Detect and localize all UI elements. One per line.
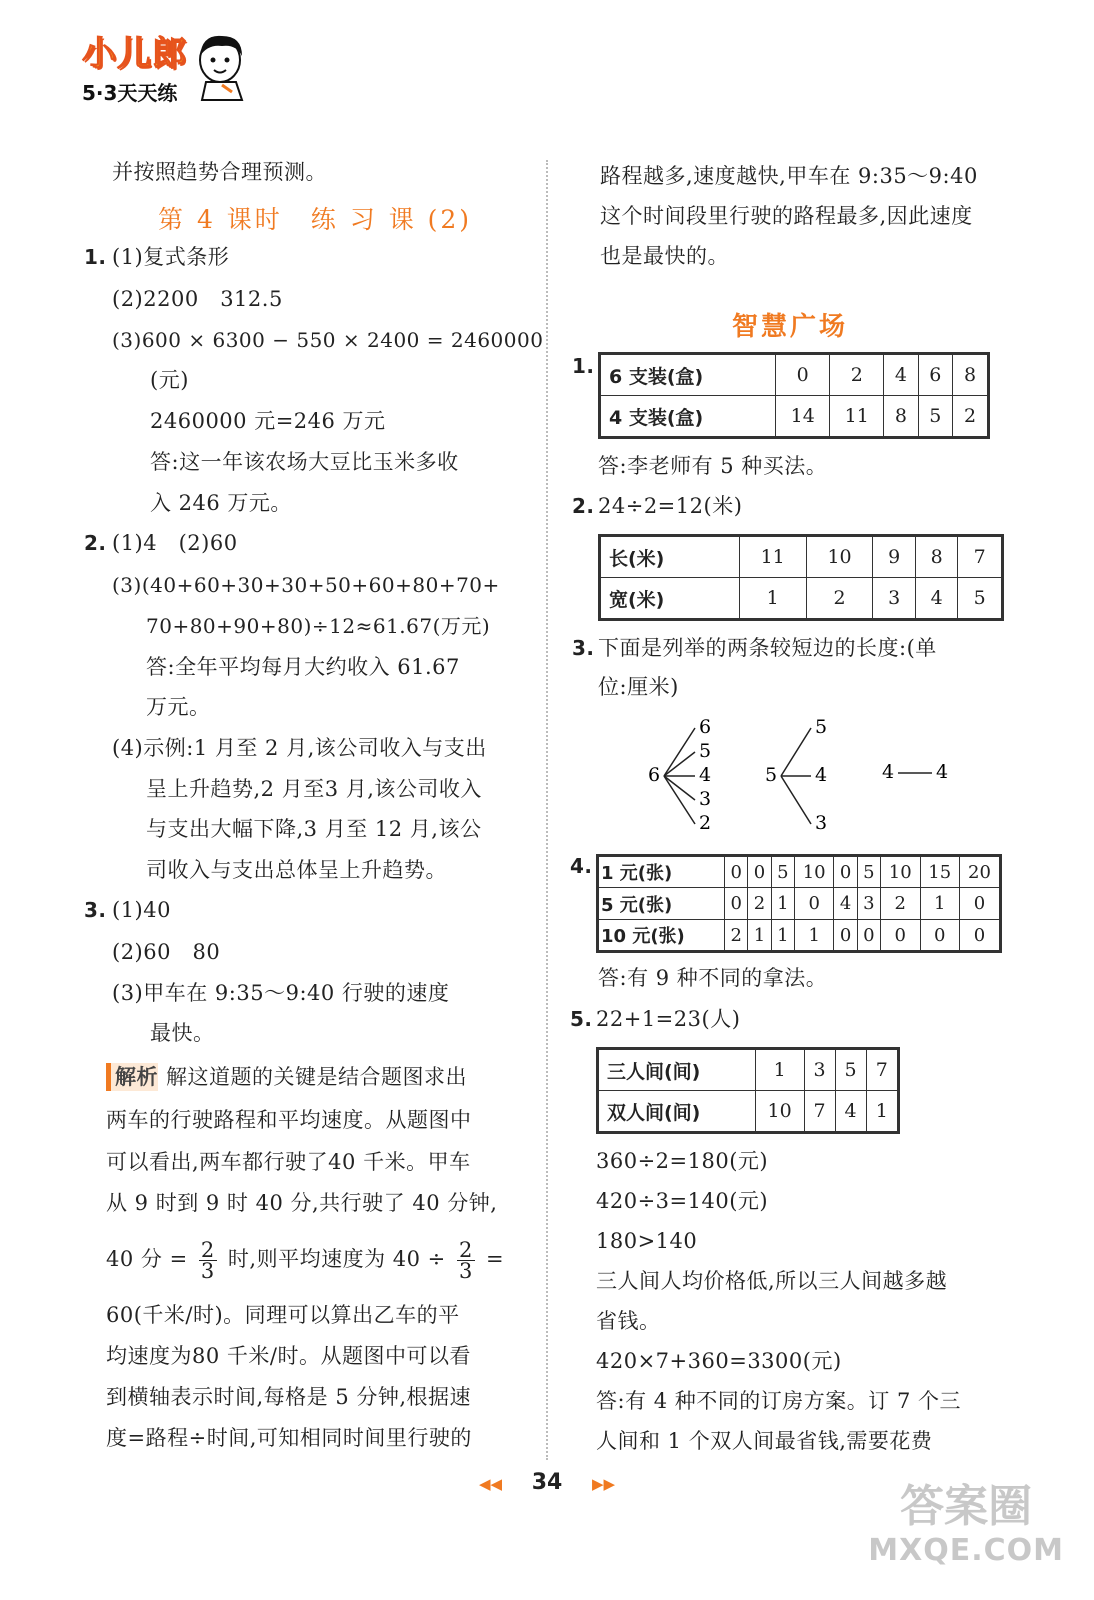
table-cell: 2 (952, 396, 988, 438)
q2-number: 2. (84, 531, 107, 555)
continued-line: 这个时间段里行驶的路程最多,因此速度 (600, 204, 973, 228)
fraction: $\frac{2}{3}$ (200, 1238, 215, 1283)
p5-number: 5. (570, 1007, 593, 1031)
q2-line: (1)4 (2)60 (112, 531, 238, 555)
tree-branch (664, 752, 695, 776)
table-cell: 10 (806, 536, 873, 578)
logo-series: 5·3天天练 (82, 81, 178, 105)
table-cell: 2 (830, 354, 884, 396)
tree-branch (664, 776, 695, 800)
table-row (600, 578, 1003, 620)
table-cell: 1 (794, 920, 834, 952)
q2-line: 呈上升趋势,2 月至3 月,该公司收入 (146, 777, 482, 801)
table-cell: 1 (866, 1091, 899, 1133)
p3-line: 下面是列举的两条较短边的长度:(单 (598, 636, 937, 660)
p5-line: 人间和 1 个双人间最省钱,需要花费 (596, 1429, 933, 1453)
table-cell: 4 (884, 354, 918, 396)
tree-node: 5 (814, 716, 828, 738)
table-cell: 8 (884, 396, 918, 438)
q2-line: 司收入与支出总体呈上升趋势。 (146, 858, 447, 882)
p5-line: 答:有 4 种不同的订房方案。订 7 个三 (596, 1389, 961, 1413)
table-cell: 7 (866, 1049, 899, 1091)
lesson-title: 第 4 课时 练 习 课 (2) (158, 205, 473, 234)
tree-branch (664, 776, 695, 824)
table-row (598, 1091, 899, 1133)
p5-line: 420÷3=140(元) (596, 1189, 769, 1213)
p5-line: 三人间人均价格低,所以三人间越多越 (596, 1269, 948, 1293)
table-cell: 4 (835, 1091, 866, 1133)
table-cell: 3 (804, 1049, 835, 1091)
table-cell: 0 (794, 888, 834, 920)
table-row (600, 396, 989, 438)
table-cell: 0 (748, 856, 771, 888)
analysis-tag: 解析 (106, 1063, 158, 1091)
p4-answer: 答:有 9 种不同的拿法。 (598, 966, 828, 990)
column-divider (546, 160, 548, 1460)
table-cell: 5 (918, 396, 952, 438)
tree-branch (664, 728, 695, 776)
table-cell: 4 (834, 888, 857, 920)
continued-line: 也是最快的。 (600, 244, 729, 268)
q3-line: (3)甲车在 9:35～9:40 行驶的速度 (112, 981, 450, 1005)
q3-line: (1)40 (112, 898, 171, 922)
analysis-fraction-line: 40 分 = $\frac{2}{3}$ 时,则平均速度为 40 ÷ $\frac{2}{3}$ = (106, 1238, 505, 1283)
q2-line: 与支出大幅下降,3 月至 12 月,该公 (146, 817, 482, 841)
logo (82, 26, 187, 106)
q1-line: 入 246 万元。 (150, 491, 292, 515)
tree-node: 4 (814, 764, 828, 786)
table-cell: 5 (771, 856, 794, 888)
row-header-cell: 三人间(间) (598, 1049, 756, 1091)
table-cell: 5 (835, 1049, 866, 1091)
q2-line: 70+80+90+80)÷12≈61.67(万元) (146, 614, 491, 638)
table-cell: 0 (857, 920, 880, 952)
table-cell: 7 (804, 1091, 835, 1133)
table-cell: 1 (748, 920, 771, 952)
table-cell: 6 (918, 354, 952, 396)
row-header-cell: 6 支装(盒) (600, 354, 776, 396)
tree-node: 6 (647, 764, 661, 786)
tree-node: 2 (698, 812, 712, 834)
table-cell: 0 (960, 920, 1001, 952)
table-cell: 2 (806, 578, 873, 620)
table-cell: 5 (857, 856, 880, 888)
tree-node: 3 (814, 812, 828, 834)
tree-node: 5 (764, 764, 778, 786)
table-row (600, 354, 989, 396)
analysis-line: 到横轴表示时间,每格是 5 分钟,根据速 (106, 1385, 472, 1409)
q3-line: (2)60 80 (112, 940, 221, 964)
row-header-cell: 宽(米) (600, 578, 740, 620)
section-title: 智慧广场 (732, 312, 849, 342)
p5-line: 180>140 (596, 1229, 698, 1253)
p3-line: 位:厘米) (598, 675, 679, 699)
table-cell: 2 (881, 888, 921, 920)
table-cell: 10 (881, 856, 921, 888)
page-number: 34 (531, 1470, 563, 1495)
analysis-line: 均速度为80 千米/时。从题图中可以看 (106, 1344, 471, 1368)
p5-line: 420×7+360=3300(元) (596, 1349, 842, 1373)
table-cell: 9 (873, 536, 915, 578)
analysis-line: 从 9 时到 9 时 40 分,共行驶了 40 分钟, (106, 1191, 498, 1215)
q1-line: 2460000 元=246 万元 (150, 409, 386, 433)
table-cell: 8 (952, 354, 988, 396)
table-row (598, 1049, 899, 1091)
p4-number: 4. (570, 854, 593, 878)
continued-line: 路程越多,速度越快,甲车在 9:35～9:40 (600, 164, 978, 188)
table-row (598, 856, 1001, 888)
p5-line: 省钱。 (596, 1309, 661, 1333)
table-cell: 10 (794, 856, 834, 888)
tree-node: 6 (698, 716, 712, 738)
row-header-cell: 5 元(张) (598, 888, 725, 920)
q2-line: 万元。 (146, 695, 211, 719)
p1-number: 1. (572, 354, 595, 378)
table-cell: 5 (958, 578, 1003, 620)
analysis-line: 度=路程÷时间,可知相同时间里行驶的 (106, 1426, 472, 1450)
table-cell: 0 (776, 354, 830, 396)
table-cell: 11 (830, 396, 884, 438)
table-cell: 1 (771, 920, 794, 952)
tree-node: 5 (698, 740, 712, 762)
p4-table (596, 854, 1002, 953)
table-row (600, 536, 1003, 578)
table-cell: 1 (755, 1049, 804, 1091)
analysis-line: 60(千米/时)。同理可以算出乙车的平 (106, 1303, 460, 1327)
q1-line: 答:这一年该农场大豆比玉米多收 (150, 450, 459, 474)
table-cell: 20 (960, 856, 1001, 888)
q2-line: (4)示例:1 月至 2 月,该公司收入与支出 (112, 736, 487, 760)
q1-line: (2)2200 312.5 (112, 287, 283, 311)
p5-table (596, 1047, 900, 1134)
analysis-line: 两车的行驶路程和平均速度。从题图中 (106, 1108, 472, 1132)
p1-table (598, 352, 990, 439)
table-cell: 0 (960, 888, 1001, 920)
table-cell: 0 (725, 888, 748, 920)
analysis-line: 解析 解这道题的关键是结合题图求出 (106, 1063, 467, 1091)
q2-line: (3)(40+60+30+30+50+60+80+70+ (112, 573, 500, 597)
table-row (598, 888, 1001, 920)
table-cell: 4 (915, 578, 957, 620)
p1-answer: 答:李老师有 5 种买法。 (598, 454, 828, 478)
q1-line: (3)600 × 6300 − 550 × 2400 = 2460000 (112, 328, 544, 352)
q1-line: (元) (150, 368, 189, 392)
table-cell: 1 (920, 888, 960, 920)
table-cell: 2 (725, 920, 748, 952)
p2-number: 2. (572, 494, 595, 518)
table-cell: 2 (748, 888, 771, 920)
p5-line: 22+1=23(人) (596, 1007, 741, 1031)
q3-line: 最快。 (150, 1021, 215, 1045)
table-cell: 11 (739, 536, 806, 578)
row-header-cell: 长(米) (600, 536, 740, 578)
q3-number: 3. (84, 898, 107, 922)
table-cell: 0 (834, 920, 857, 952)
table-cell: 0 (920, 920, 960, 952)
row-header-cell: 10 元(张) (598, 920, 725, 952)
table-cell: 14 (776, 396, 830, 438)
p2-line: 24÷2=12(米) (598, 494, 743, 518)
row-header-cell: 1 元(张) (598, 856, 725, 888)
analysis-line: 可以看出,两车都行驶了40 千米。甲车 (106, 1150, 471, 1174)
logo-brand: 小儿郎 (82, 34, 187, 74)
next-arrow-icon: ▶▶ (591, 1475, 616, 1493)
prev-arrow-icon: ◀◀ (478, 1475, 503, 1493)
watermark: 答案圈 MXQE.COM (868, 1481, 1064, 1568)
tree-branch (781, 776, 811, 824)
table-cell: 15 (920, 856, 960, 888)
tree-branch (781, 728, 811, 776)
q1-line: (1)复式条形 (112, 245, 230, 269)
tree-node: 4 (881, 761, 895, 783)
table-cell: 0 (834, 856, 857, 888)
tree-node: 4 (698, 764, 712, 786)
q1-number: 1. (84, 245, 107, 269)
table-cell: 0 (881, 920, 921, 952)
p5-line: 360÷2=180(元) (596, 1149, 769, 1173)
row-header-cell: 双人间(间) (598, 1091, 756, 1133)
p2-table (598, 534, 1004, 621)
table-cell: 8 (915, 536, 957, 578)
table-row (598, 920, 1001, 952)
q2-line: 答:全年平均每月大约收入 61.67 (146, 655, 460, 679)
table-cell: 1 (771, 888, 794, 920)
mascot-icon (192, 30, 252, 102)
tree-node: 3 (698, 788, 712, 810)
p3-number: 3. (572, 636, 595, 660)
tree-node: 4 (935, 761, 949, 783)
table-cell: 3 (857, 888, 880, 920)
table-cell: 10 (755, 1091, 804, 1133)
intro-line: 并按照趋势合理预测。 (112, 160, 327, 184)
table-cell: 3 (873, 578, 915, 620)
row-header-cell: 4 支装(盒) (600, 396, 776, 438)
table-cell: 1 (739, 578, 806, 620)
fraction: $\frac{2}{3}$ (458, 1238, 473, 1283)
table-cell: 7 (958, 536, 1003, 578)
table-cell: 0 (725, 856, 748, 888)
enumeration-trees (600, 700, 1000, 840)
